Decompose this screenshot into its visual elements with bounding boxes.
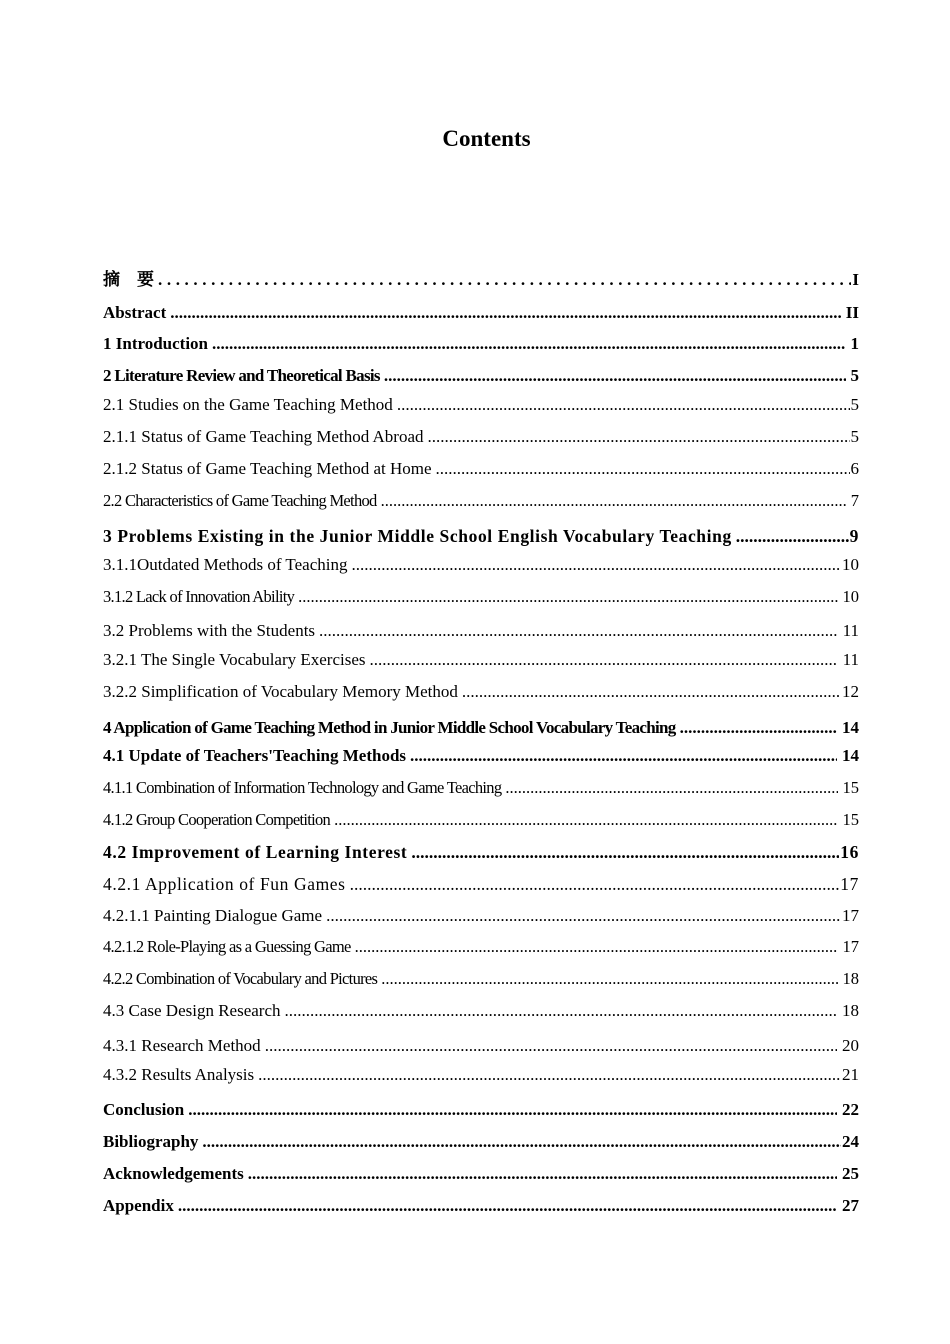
toc-entry-label: 4.1 Update of Teachers'Teaching Methods — [103, 746, 407, 765]
toc-entry-label: 3.2.2 Simplification of Vocabulary Memory Method — [103, 682, 458, 701]
dot-leader — [334, 808, 837, 832]
toc-entry-4-2-1-1[interactable] — [103, 904, 859, 928]
toc-entry-page: 5 — [850, 427, 859, 446]
toc-entry-page: 27 — [842, 1196, 859, 1215]
toc-entry-page: 25 — [842, 1164, 859, 1183]
toc-entry-page: 15 — [842, 778, 859, 797]
toc-entry-page: 10 — [842, 587, 859, 606]
toc-entry-page: 10 — [842, 555, 859, 574]
toc-entry-label: 3.1.1Outdated Methods of Teaching — [103, 555, 348, 574]
dot-leader — [411, 840, 839, 864]
toc-entry-page: I — [852, 270, 859, 289]
toc-entry-page: 20 — [842, 1036, 859, 1055]
dot-leader — [285, 999, 837, 1023]
toc-entry-label: 4.2.1 Application of Fun Games — [103, 874, 346, 894]
toc-entry-3-2-2[interactable] — [103, 680, 859, 704]
toc-entry-label: 2 Literature Review and Theoretical Basis — [103, 366, 380, 385]
toc-entry-label: Acknowledgements — [103, 1164, 244, 1183]
toc-entry-page: 14 — [842, 718, 859, 737]
toc-entry-page: 5 — [850, 395, 859, 414]
dot-leader — [351, 553, 841, 577]
toc-entry-4-2[interactable] — [103, 840, 859, 864]
toc-entry-page: 1 — [850, 334, 859, 353]
dot-leader — [381, 967, 837, 991]
toc-entry-2-1[interactable] — [103, 393, 859, 417]
toc-entry-page: 24 — [842, 1132, 859, 1151]
toc-entry-page: 12 — [842, 682, 859, 701]
toc-entry-page: 18 — [842, 1001, 859, 1020]
toc-entry-label: 摘 要 — [103, 270, 154, 289]
toc-entry-acknowledgements[interactable] — [103, 1162, 859, 1186]
toc-entry-label: 4.3.2 Results Analysis — [103, 1065, 255, 1084]
toc-entry-4-2-1-2[interactable] — [103, 935, 859, 959]
toc-entry-appendix[interactable] — [103, 1194, 859, 1218]
toc-entry-4-1-2[interactable] — [103, 808, 859, 832]
dot-leader — [350, 872, 840, 896]
toc-entry-label: 4.2.1.2 Role-Playing as a Guessing Game — [103, 937, 351, 956]
toc-entry-abstract[interactable] — [103, 301, 859, 325]
toc-entry-page: 17 — [842, 906, 859, 925]
toc-entry-4-3[interactable] — [103, 999, 859, 1023]
toc-entry-4-2-1[interactable] — [103, 872, 859, 896]
dot-leader — [265, 1034, 837, 1058]
toc-entry-4-1[interactable] — [103, 744, 859, 768]
toc-entry-page: 17 — [842, 937, 859, 956]
toc-entry-page: 9 — [849, 526, 859, 546]
page-title: Contents — [442, 126, 531, 151]
toc-entry-page: 22 — [842, 1100, 859, 1119]
dot-leader — [188, 1098, 837, 1122]
toc-entry-2-1-2[interactable] — [103, 457, 859, 481]
dot-leader — [370, 648, 838, 672]
dot-leader — [298, 585, 837, 609]
toc-entry-label: 3.2.1 The Single Vocabulary Exercises — [103, 650, 366, 669]
dot-leader — [170, 301, 841, 325]
dot-leader — [505, 776, 837, 800]
toc-entry-page: 5 — [850, 366, 859, 385]
dot-leader — [212, 332, 845, 356]
dot-leader — [248, 1162, 837, 1186]
toc-entry-label: 4.3 Case Design Research — [103, 1001, 281, 1020]
toc-entry-page: 11 — [842, 621, 859, 640]
toc-entry-label: 4.1.1 Combination of Information Technology and Game Teaching — [103, 778, 502, 797]
toc-entry-label: 4.2.1.1 Painting Dialogue Game — [103, 906, 323, 925]
toc-entry-page: 16 — [840, 842, 859, 862]
toc-entry-page: 7 — [850, 491, 859, 510]
toc-entry-page: II — [845, 303, 859, 322]
dot-leader — [680, 716, 837, 740]
toc-entry-conclusion[interactable] — [103, 1098, 859, 1122]
toc-entry-page: 17 — [840, 874, 859, 894]
dot-leader — [326, 904, 841, 928]
toc-entry-label: 2.1.1 Status of Game Teaching Method Abroad — [103, 427, 424, 446]
toc-entry-page: 18 — [842, 969, 859, 988]
dot-leader — [436, 457, 850, 481]
dot-leader — [178, 1194, 837, 1218]
toc-entry-introduction[interactable] — [103, 332, 859, 356]
toc-entry-3-2[interactable] — [103, 619, 859, 643]
toc-entry-label: 4.2.2 Combination of Vocabulary and Pictures — [103, 969, 378, 988]
toc-entry-page: 21 — [842, 1065, 859, 1084]
toc-entry-page: 14 — [842, 746, 859, 765]
toc-entry-abstract-chinese[interactable] — [103, 268, 859, 292]
toc-entry-3-2-1[interactable] — [103, 648, 859, 672]
toc-entry-label: 4.2 Improvement of Learning Interest — [103, 842, 408, 862]
toc-entry-4-2-2[interactable] — [103, 967, 859, 991]
dot-leader — [410, 744, 837, 768]
dot-leader — [736, 524, 849, 548]
toc-entry-chapter-3[interactable] — [103, 524, 859, 548]
toc-entry-label: Conclusion — [103, 1100, 185, 1119]
toc-entry-label: 2.2 Characteristics of Game Teaching Method — [103, 491, 377, 510]
dot-leader — [428, 425, 850, 449]
toc-entry-label: 3.1.2 Lack of Innovation Ability — [103, 587, 295, 606]
toc-entry-3-1-2[interactable] — [103, 585, 859, 609]
dot-leader — [355, 935, 838, 959]
dot-leader — [384, 364, 846, 388]
toc-entry-page: 6 — [850, 459, 859, 478]
toc-entry-page: 11 — [842, 650, 859, 669]
dot-leader — [381, 489, 846, 513]
toc-entry-label: 3 Problems Existing in the Junior Middle School English Vocabulary Teaching — [103, 526, 732, 546]
toc-entry-label: 4 Application of Game Teaching Method in Junior Middle School Vocabulary Teaching — [103, 718, 676, 737]
dot-leader — [258, 1063, 841, 1087]
toc-entry-chapter-4[interactable] — [103, 716, 859, 740]
toc-entry-4-3-1[interactable] — [103, 1034, 859, 1058]
toc-entry-3-1-1[interactable] — [103, 553, 859, 577]
toc-entry-4-3-2[interactable] — [103, 1063, 859, 1087]
toc-entry-2-1-1[interactable] — [103, 425, 859, 449]
dot-leader — [158, 268, 851, 292]
toc-entry-2-2[interactable] — [103, 489, 859, 513]
toc-entry-label: Abstract — [103, 303, 167, 322]
toc-entry-label: 1 Introduction — [103, 334, 209, 353]
toc-entry-label: 2.1 Studies on the Game Teaching Method — [103, 395, 393, 414]
dot-leader — [462, 680, 841, 704]
toc-entry-bibliography[interactable] — [103, 1130, 859, 1154]
dot-leader — [319, 619, 838, 643]
toc-entry-label: 3.2 Problems with the Students — [103, 621, 316, 640]
toc-entry-label: 2.1.2 Status of Game Teaching Method at Home — [103, 459, 432, 478]
toc-entry-page: 15 — [842, 810, 859, 829]
dot-leader — [397, 393, 850, 417]
toc-entry-4-1-1[interactable] — [103, 776, 859, 800]
toc-entry-label: Appendix — [103, 1196, 174, 1215]
toc-entry-label: 4.3.1 Research Method — [103, 1036, 261, 1055]
toc-entry-label: Bibliography — [103, 1132, 199, 1151]
toc-entry-label: 4.1.2 Group Cooperation Competition — [103, 810, 331, 829]
toc-entry-literature-review[interactable] — [103, 364, 859, 388]
dot-leader — [202, 1130, 841, 1154]
